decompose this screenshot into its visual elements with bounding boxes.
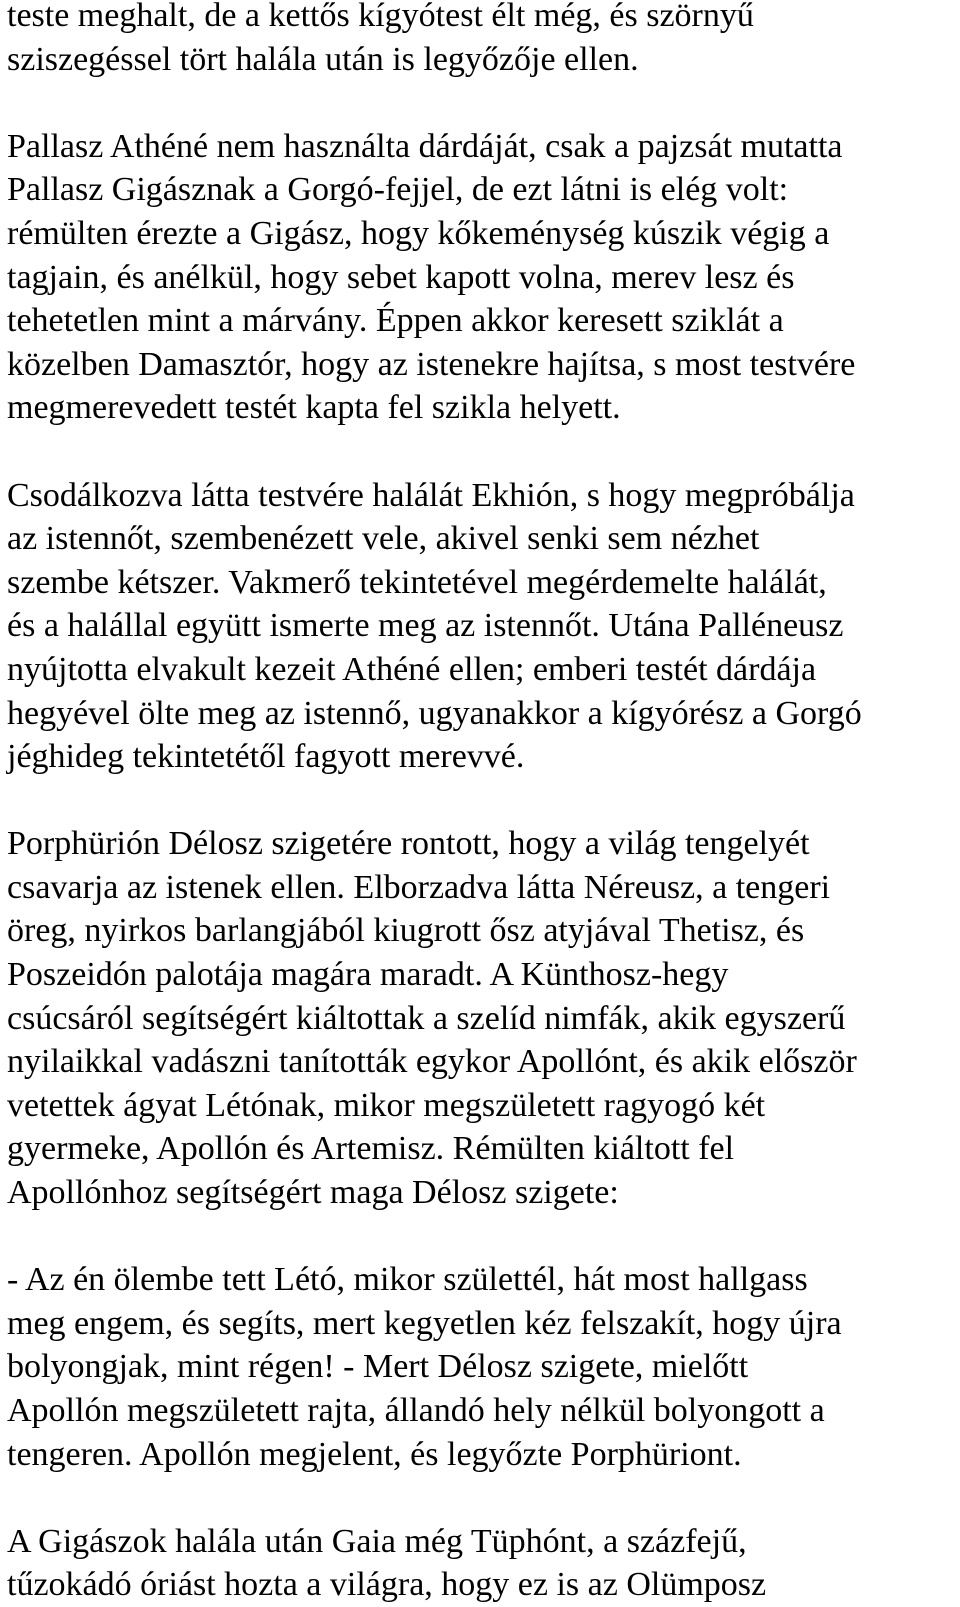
text-line: hegyével ölte meg az istennő, ugyanakkor a kígyórész a Gorgó <box>7 694 862 732</box>
paragraph-gap <box>7 81 957 125</box>
paragraph-3 <box>7 474 957 779</box>
text-line: szembe kétszer. Vakmerő tekintetével megérdemelte halálát, <box>7 563 827 601</box>
text-line: tagjain, és anélkül, hogy sebet kapott volna, merev lesz és <box>7 258 795 296</box>
paragraph-gap <box>7 779 957 823</box>
text-line: teste meghalt, de a kettős kígyótest élt még, és szörnyű <box>7 0 754 34</box>
text-line: az istennőt, szembenézett vele, akivel senki sem nézhet <box>7 520 760 558</box>
paragraph-4 <box>7 822 957 1214</box>
text-line: Pallasz Gigásznak a Gorgó-fejjel, de ezt látni is elég volt: <box>7 171 789 209</box>
paragraph-gap <box>7 1215 957 1259</box>
text-line: nyújtotta elvakult kezeit Athéné ellen; emberi testét dárdája <box>7 650 817 688</box>
text-line: csúcsáról segítségért kiáltottak a szelíd nimfák, akik egyszerű <box>7 999 846 1037</box>
text-line: gyermeke, Apollón és Artemisz. Rémülten kiáltott fel <box>7 1130 735 1168</box>
text-line: Porphürión Délosz szigetére rontott, hogy a világ tengelyét <box>7 825 810 863</box>
text-line: jéghideg tekintetétől fagyott merevvé. <box>7 738 525 776</box>
text-line: A Gigászok halála után Gaia még Tüphónt, a százfejű, <box>7 1522 747 1560</box>
text-line: csavarja az istenek ellen. Elborzadva látta Néreusz, a tengeri <box>7 868 831 906</box>
paragraph-gap <box>7 1476 957 1520</box>
text-line: Apollónhoz segítségért maga Délosz szigete: <box>7 1174 619 1212</box>
text-line: megmerevedett testét kapta fel szikla helyett. <box>7 389 621 427</box>
paragraph-1 <box>7 0 957 81</box>
paragraph-5 <box>7 1258 957 1476</box>
document-page <box>7 0 957 1607</box>
paragraph-6 <box>7 1520 957 1607</box>
text-line: Pallasz Athéné nem használta dárdáját, csak a pajzsát mutatta <box>7 127 843 165</box>
text-line: Csodálkozva látta testvére halálát Ekhión, s hogy megpróbálja <box>7 476 855 514</box>
text-line: rémülten érezte a Gigász, hogy kőkeménység kúszik végig a <box>7 214 830 252</box>
text-line: közelben Damasztór, hogy az istenekre hajítsa, s most testvére <box>7 345 856 383</box>
paragraph-2 <box>7 125 957 430</box>
paragraph-gap <box>7 430 957 474</box>
text-line: tehetetlen mint a márvány. Éppen akkor keresett sziklát a <box>7 302 784 340</box>
text-line: és a halállal együtt ismerte meg az istennőt. Utána Palléneusz <box>7 607 844 645</box>
text-line: nyilaikkal vadászni tanították egykor Apollónt, és akik először <box>7 1043 857 1081</box>
text-line: tengeren. Apollón megjelent, és legyőzte Porphüriont. <box>7 1435 742 1473</box>
text-line: öreg, nyirkos barlangjából kiugrott ősz atyjával Thetisz, és <box>7 912 805 950</box>
text-line: meg engem, és segíts, mert kegyetlen kéz felszakít, hogy újra <box>7 1304 842 1342</box>
text-line: vetettek ágyat Létónak, mikor megszületett ragyogó két <box>7 1086 766 1124</box>
text-line: bolyongjak, mint régen! - Mert Délosz szigete, mielőtt <box>7 1348 749 1386</box>
text-line: tűzokádó óriást hozta a világra, hogy ez is az Olümposz <box>7 1566 767 1604</box>
text-line: Apollón megszületett rajta, állandó hely nélkül bolyongott a <box>7 1392 825 1429</box>
text-line: Poszeidón palotája magára maradt. A Künthosz-hegy <box>7 956 729 994</box>
text-line: sziszegéssel tört halála után is legyőzője ellen. <box>7 40 639 78</box>
text-line: - Az én ölembe tett Létó, mikor születtél, hát most hallgass <box>7 1261 808 1299</box>
